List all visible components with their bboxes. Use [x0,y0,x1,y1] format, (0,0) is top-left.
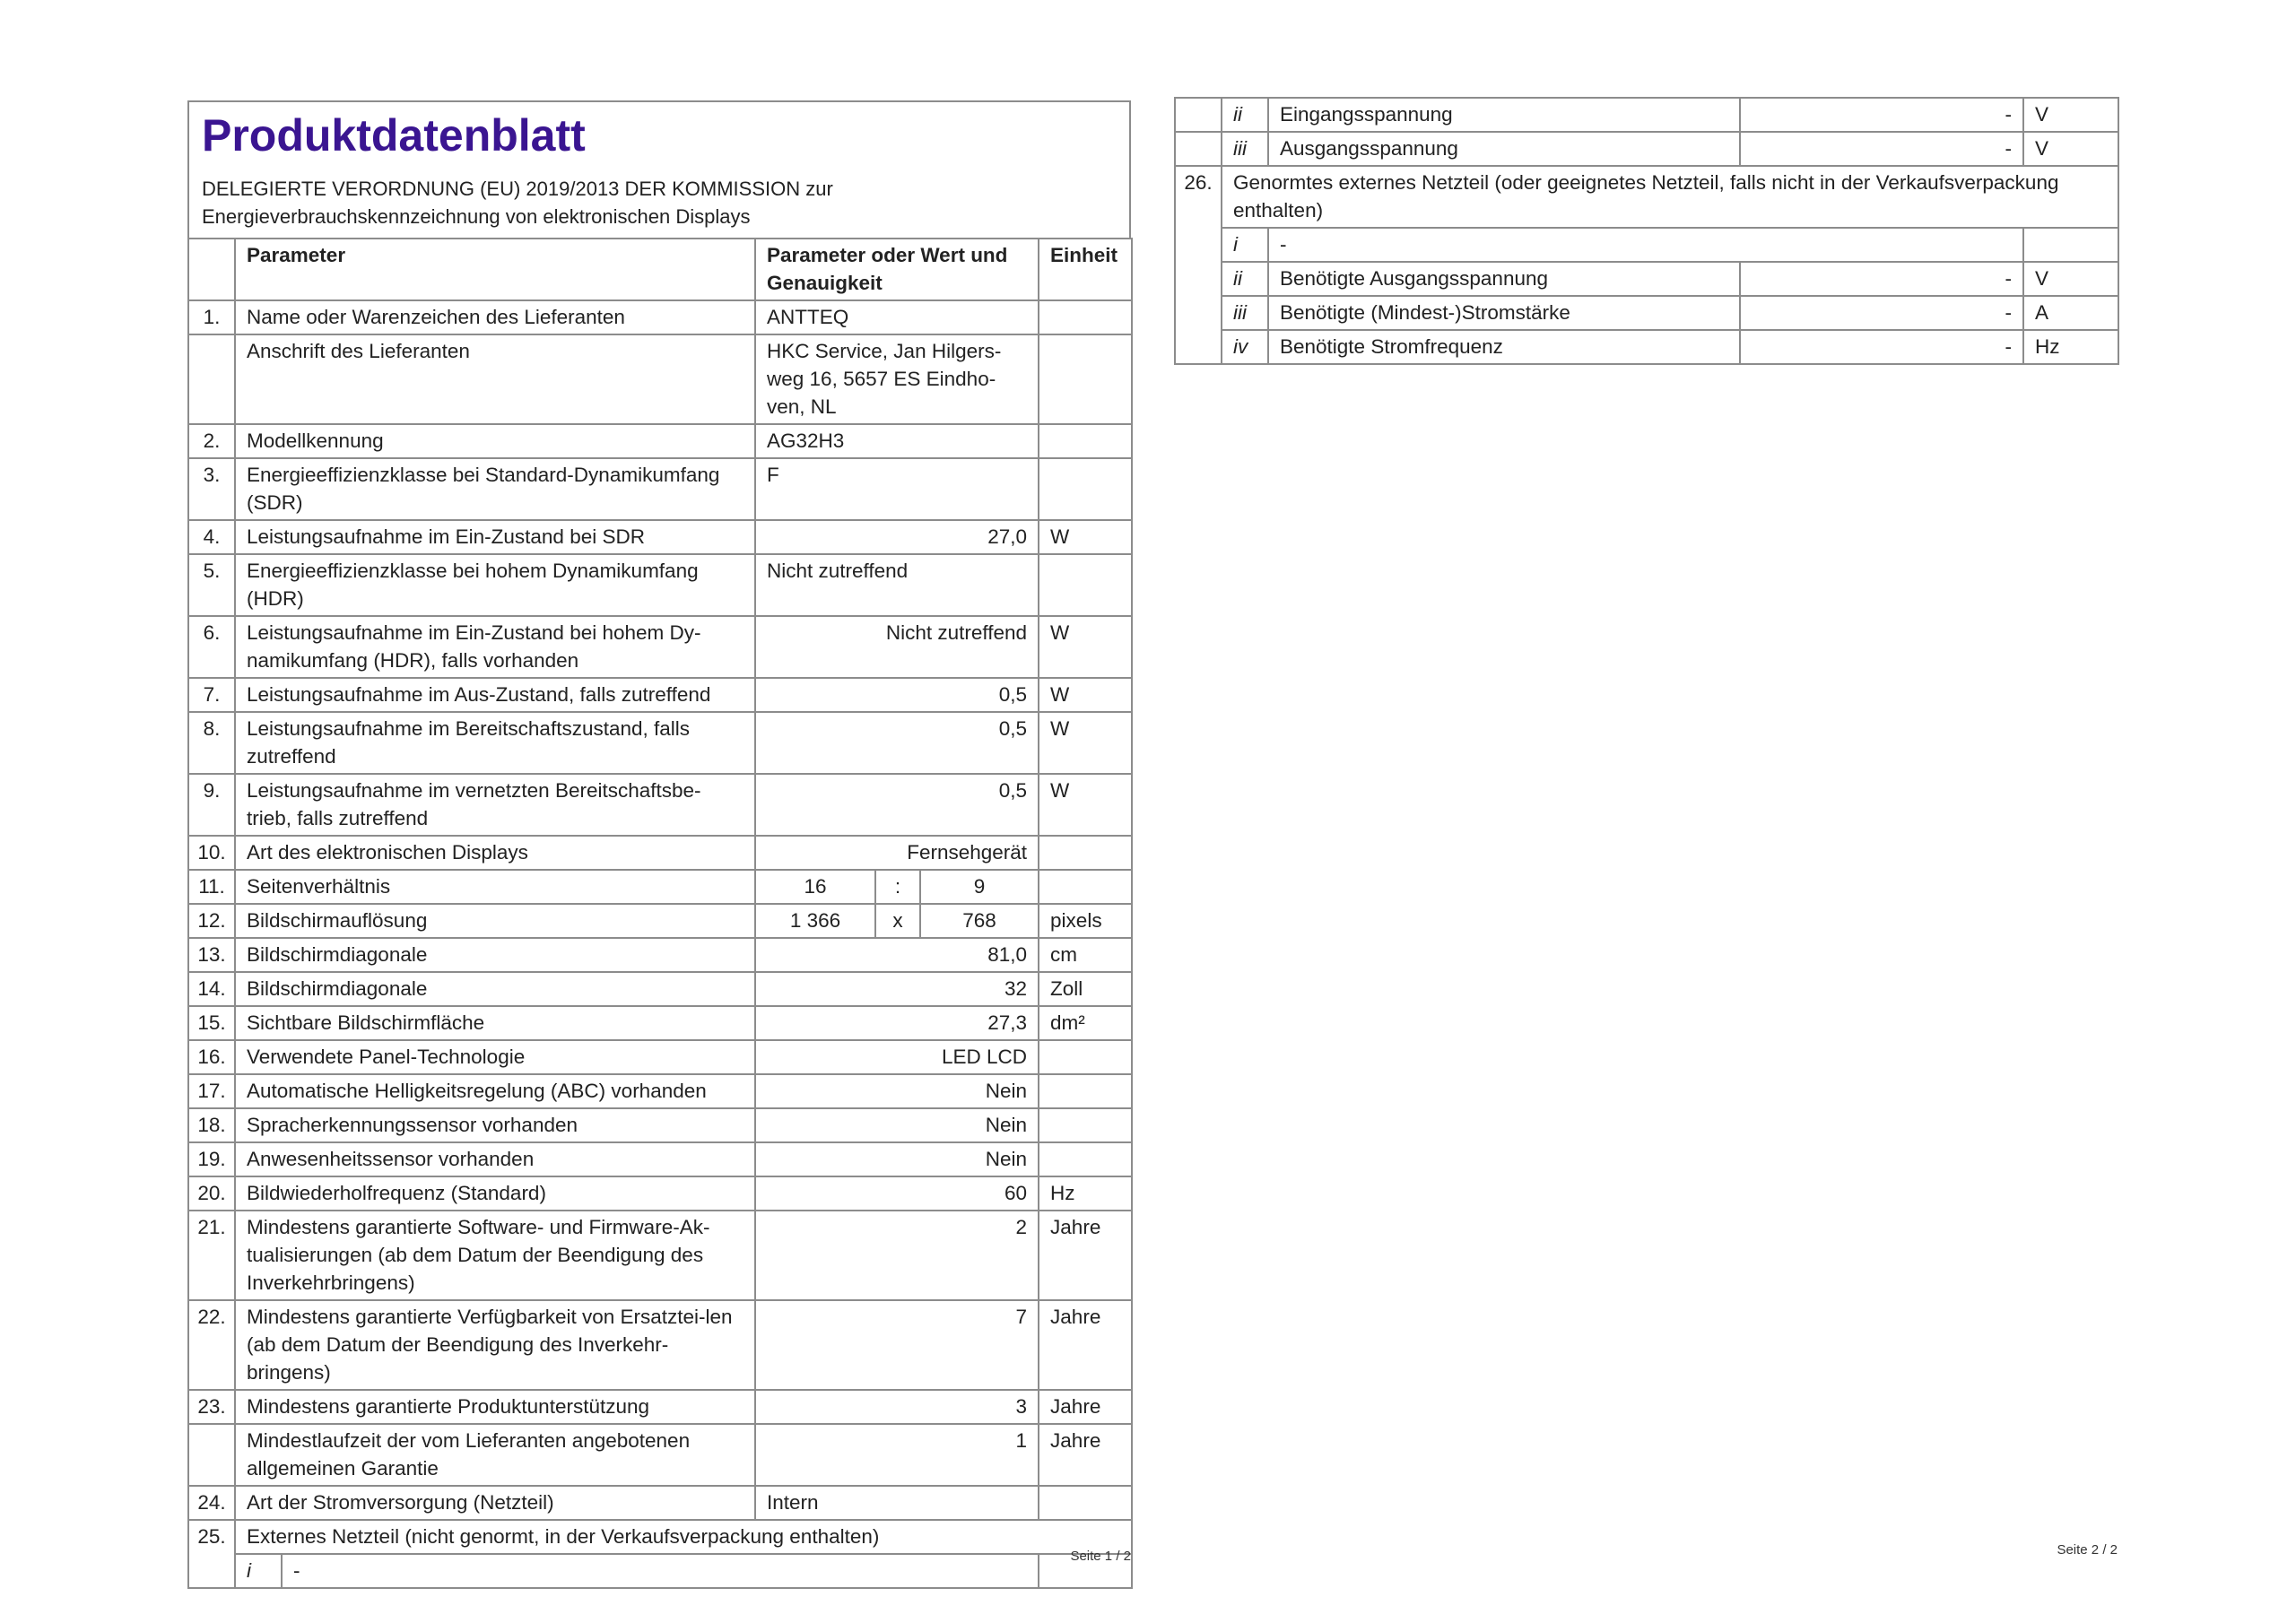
empty-num-cell [1175,98,1222,132]
table-row [188,1142,1132,1176]
header-parameter: Parameter [235,239,755,300]
regulation-line-2: Energieverbrauchskennzeichnung von elektronischen Displays [202,204,751,228]
row-value: Nein [755,1108,1039,1142]
row-unit: W [1039,712,1132,774]
row-value: 0,5 [755,678,1039,712]
row-unit [2023,228,2118,262]
row-number: 22. [188,1300,235,1390]
row-value: - [1740,296,2023,330]
row-parameter: Seitenverhältnis [235,870,755,904]
row-value: Nicht zutreffend [755,616,1039,678]
table-row [188,616,1132,678]
row-unit [1039,1040,1132,1074]
datasheet-page-1 [187,100,1131,1589]
table-row [1175,262,2118,296]
row-unit: Hz [2023,330,2118,364]
table-row [188,1300,1132,1390]
row-unit: Hz [1039,1176,1132,1211]
value-part-b: 9 [920,870,1039,904]
row-parameter: Bildschirmauflösung [235,904,755,938]
row-number: 21. [188,1211,235,1300]
row-unit [1039,554,1132,616]
row-number: 16. [188,1040,235,1074]
row-number: 4. [188,520,235,554]
table-row [188,1074,1132,1108]
row-number: 24. [188,1486,235,1520]
row-parameter: Leistungsaufnahme im Aus-Zustand, falls zutreffend [235,678,755,712]
value-part-b: 768 [920,904,1039,938]
row-parameter: Energieeffizienzklasse bei hohem Dynamikumfang (HDR) [235,554,755,616]
row-number: 26. [1175,166,1222,364]
table-row [188,1040,1132,1074]
row-label: Genormtes externes Netzteil (oder geeignetes Netzteil, falls nicht in der Verkaufsverpackung enthalten) [1222,166,2118,228]
row-number: 11. [188,870,235,904]
row-unit: Jahre [1039,1211,1132,1300]
row-label: Ausgangsspannung [1268,132,1740,166]
table-row [188,1108,1132,1142]
page-footer: Seite 2 / 2 [2057,1542,2118,1558]
table-row [188,1390,1132,1424]
empty-num-cell [1175,132,1222,166]
header-value: Parameter oder Wert und Genauigkeit [755,239,1039,300]
sub-index: ii [1222,262,1268,296]
page-title: Produktdatenblatt [202,110,586,161]
row-number: 9. [188,774,235,836]
row-value: Nein [755,1074,1039,1108]
row-number: 13. [188,938,235,972]
table-row [188,1520,1132,1554]
row-unit [1039,870,1132,904]
row-value: Intern [755,1486,1039,1520]
table-row [188,458,1132,520]
row-number: 20. [188,1176,235,1211]
row-unit: pixels [1039,904,1132,938]
row-unit [1039,300,1132,334]
row-number: 23. [188,1390,235,1424]
value-separator: x [875,904,920,938]
header-num-cell [188,239,235,300]
row-parameter: Leistungsaufnahme im Ein-Zustand bei SDR [235,520,755,554]
row-parameter: Art der Stromversorgung (Netzteil) [235,1486,755,1520]
row-parameter: Leistungsaufnahme im Ein-Zustand bei hohem Dy-namikumfang (HDR), falls vorhanden [235,616,755,678]
row-number: 19. [188,1142,235,1176]
row-value: ANTTEQ [755,300,1039,334]
row-value: - [1740,98,2023,132]
table-row [188,424,1132,458]
row-parameter: Mindestlaufzeit der vom Lieferanten angebotenen allgemeinen Garantie [235,1424,755,1486]
row-unit: Jahre [1039,1424,1132,1486]
header-unit: Einheit [1039,239,1132,300]
table-row [188,836,1132,870]
row-parameter: Anwesenheitssensor vorhanden [235,1142,755,1176]
datasheet-page-2 [1174,97,2118,1558]
row-value: 3 [755,1390,1039,1424]
row-parameter: Leistungsaufnahme im vernetzten Bereitschaftsbe-trieb, falls zutreffend [235,774,755,836]
sub-index: iii [1222,132,1268,166]
table-row [188,774,1132,836]
row-parameter: Externes Netzteil (nicht genormt, in der Verkaufsverpackung enthalten) [235,1520,1132,1554]
row-unit [1039,836,1132,870]
row-parameter: Bildwiederholfrequenz (Standard) [235,1176,755,1211]
row-number: 10. [188,836,235,870]
row-unit [1039,1486,1132,1520]
row-unit: cm [1039,938,1132,972]
row-value: - [1740,330,2023,364]
table-header-row [188,239,1132,300]
row-parameter: - [282,1554,1039,1588]
sub-index: iv [1222,330,1268,364]
row-number: 12. [188,904,235,938]
row-number: 17. [188,1074,235,1108]
regulation-line-1: DELEGIERTE VERORDNUNG (EU) 2019/2013 DER KOMMISSION zur [202,177,833,200]
row-number [188,334,235,424]
row-parameter: Sichtbare Bildschirmfläche [235,1006,755,1040]
row-parameter: Verwendete Panel-Technologie [235,1040,755,1074]
row-label: Benötigte (Mindest-)Stromstärke [1268,296,1740,330]
row-value: 81,0 [755,938,1039,972]
row-value: 0,5 [755,712,1039,774]
row-parameter: Modellkennung [235,424,755,458]
table-row [1175,132,2118,166]
table-row [1175,228,2118,262]
sub-index: iii [1222,296,1268,330]
row-number: 25. [188,1520,235,1588]
row-value: Nicht zutreffend [755,554,1039,616]
row-value: 27,3 [755,1006,1039,1040]
row-number [188,1424,235,1486]
parameter-table [187,238,1133,1589]
row-unit: Jahre [1039,1300,1132,1390]
row-unit: Zoll [1039,972,1132,1006]
table-row [188,1486,1132,1520]
row-label: Eingangsspannung [1268,98,1740,132]
row-number: 8. [188,712,235,774]
table-row [188,972,1132,1006]
row-value: AG32H3 [755,424,1039,458]
table-row [188,1424,1132,1486]
table-row [188,678,1132,712]
table-row [188,300,1132,334]
row-unit: W [1039,616,1132,678]
row-unit: W [1039,520,1132,554]
row-parameter: Automatische Helligkeitsregelung (ABC) vorhanden [235,1074,755,1108]
row-parameter: Art des elektronischen Displays [235,836,755,870]
row-label: Benötigte Stromfrequenz [1268,330,1740,364]
row-unit: A [2023,296,2118,330]
table-row [1175,296,2118,330]
row-value: - [1740,132,2023,166]
table-row [188,1554,1132,1588]
row-unit: V [2023,262,2118,296]
row-unit: V [2023,98,2118,132]
row-value: - [1740,262,2023,296]
row-number: 14. [188,972,235,1006]
row-number: 3. [188,458,235,520]
row-unit [1039,1074,1132,1108]
row-parameter: Mindestens garantierte Verfügbarkeit von Ersatztei-len (ab dem Datum der Beendigung des Inverkehr-bringens) [235,1300,755,1390]
table-row [188,1211,1132,1300]
row-parameter: Leistungsaufnahme im Bereitschaftszustand, falls zutreffend [235,712,755,774]
row-value: Nein [755,1142,1039,1176]
row-value: 27,0 [755,520,1039,554]
row-unit [1039,1142,1132,1176]
row-unit: W [1039,774,1132,836]
row-value: HKC Service, Jan Hilgers-weg 16, 5657 ES Eindho-ven, NL [755,334,1039,424]
row-value: 0,5 [755,774,1039,836]
row-number: 18. [188,1108,235,1142]
table-row [188,870,1132,904]
row-parameter: Mindestens garantierte Software- und Firmware-Ak-tualisierungen (ab dem Datum der Beendigung des Inverkehrbringens) [235,1211,755,1300]
value-part-a: 16 [755,870,875,904]
row-number: 15. [188,1006,235,1040]
row-unit [1039,424,1132,458]
row-number: 7. [188,678,235,712]
row-value: LED LCD [755,1040,1039,1074]
row-parameter: Bildschirmdiagonale [235,972,755,1006]
row-number: 5. [188,554,235,616]
row-number: 2. [188,424,235,458]
row-parameter: Spracherkennungssensor vorhanden [235,1108,755,1142]
table-row [188,554,1132,616]
row-value: 2 [755,1211,1039,1300]
table-row [188,520,1132,554]
row-label: Benötigte Ausgangsspannung [1268,262,1740,296]
row-parameter: Name oder Warenzeichen des Lieferanten [235,300,755,334]
sub-index: i [235,1554,282,1588]
row-value: 7 [755,1300,1039,1390]
row-unit [1039,334,1132,424]
datasheet-header [187,100,1131,238]
value-part-a: 1 366 [755,904,875,938]
row-unit: W [1039,678,1132,712]
row-value: 32 [755,972,1039,1006]
row-value: Fernsehgerät [755,836,1039,870]
row-value: F [755,458,1039,520]
row-unit: dm² [1039,1006,1132,1040]
table-row [1175,98,2118,132]
table-row [188,938,1132,972]
row-label: - [1268,228,2023,262]
sub-index: ii [1222,98,1268,132]
power-supply-table [1174,97,2119,365]
row-number: 6. [188,616,235,678]
page-footer: Seite 1 / 2 [1070,1549,1131,1564]
sub-index: i [1222,228,1268,262]
row-value: 60 [755,1176,1039,1211]
table-row [188,904,1132,938]
table-row [1175,330,2118,364]
row-parameter: Anschrift des Lieferanten [235,334,755,424]
table-row [188,1006,1132,1040]
row-parameter: Energieeffizienzklasse bei Standard-Dynamikumfang (SDR) [235,458,755,520]
table-row [188,1176,1132,1211]
row-unit: Jahre [1039,1390,1132,1424]
table-row [1175,166,2118,228]
table-row [188,334,1132,424]
row-unit [1039,458,1132,520]
row-number: 1. [188,300,235,334]
row-parameter: Bildschirmdiagonale [235,938,755,972]
row-unit [1039,1108,1132,1142]
row-unit: V [2023,132,2118,166]
row-parameter: Mindestens garantierte Produktunterstützung [235,1390,755,1424]
row-value: 1 [755,1424,1039,1486]
table-row [188,712,1132,774]
value-separator: : [875,870,920,904]
